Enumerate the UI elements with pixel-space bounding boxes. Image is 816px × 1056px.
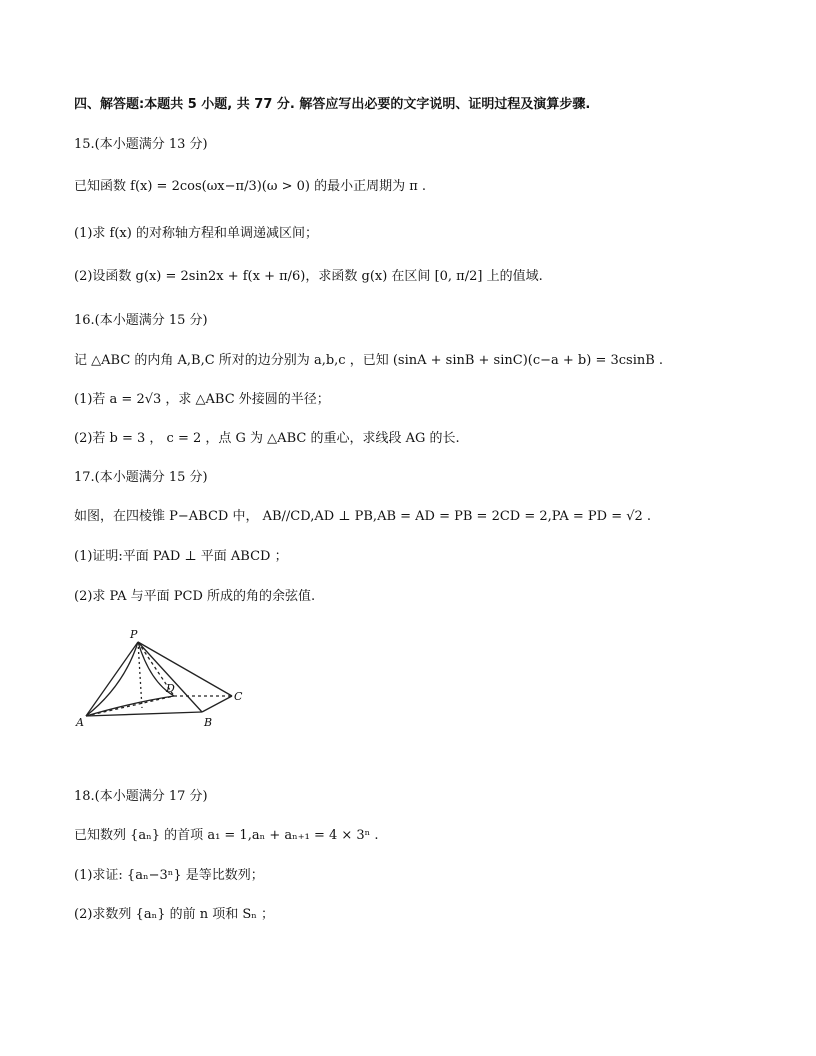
q18-stem: 已知数列 {aₙ} 的首项 a₁ = 1,aₙ + aₙ₊₁ = 4 × 3ⁿ . <box>74 828 379 843</box>
q16-part2: (2)若 b = 3 ， c = 2 ，点 G 为 △ABC 的重心，求线段 AG 的长. <box>74 431 460 446</box>
edge-pb <box>138 642 202 712</box>
q18-part1: (1)求证: {aₙ−3ⁿ} 是等比数列； <box>74 868 264 883</box>
label-c: C <box>234 690 243 703</box>
q18-title: 18.(本小题满分 17 分) <box>74 789 208 804</box>
q17-title: 17.(本小题满分 15 分) <box>74 470 208 485</box>
q16-stem: 记 △ABC 的内角 A,B,C 所对的边分别为 a,b,c ，已知 (sinA + sinB + sinC)(c−a + b) = 3csinB . <box>74 353 664 368</box>
label-d: D <box>166 682 175 695</box>
section-header: 四、解答题:本题共 5 小题, 共 77 分. 解答应写出必要的文字说明、证明过程及演算步骤. <box>74 97 591 112</box>
q17-part2: (2)求 PA 与平面 PCD 所成的角的余弦值. <box>74 589 316 604</box>
q17-part1: (1)证明:平面 PAD ⊥ 平面 ABCD ； <box>74 549 288 564</box>
q15-title: 15.(本小题满分 13 分) <box>74 137 208 152</box>
q15-stem: 已知函数 f(x) = 2cos(ωx−π/3)(ω > 0) 的最小正周期为 π . <box>74 179 427 194</box>
q15-part2: (2)设函数 g(x) = 2sin2x + f(x + π/6)，求函数 g(x) 在区间 [0, π/2] 上的值域. <box>74 269 543 284</box>
q16-part1: (1)若 a = 2√3 ，求 △ABC 外接圆的半径； <box>74 392 330 407</box>
pyramid-diagram <box>72 626 252 734</box>
pyramid-figure <box>72 626 252 734</box>
label-p: P <box>130 628 138 641</box>
q15-part1: (1)求 f(x) 的对称轴方程和单调递减区间； <box>74 226 318 241</box>
label-a: A <box>76 716 84 729</box>
q17-stem: 如图，在四棱锥 P−ABCD 中， AB//CD,AD ⊥ PB,AB = AD = PB = 2CD = 2,PA = PD = √2 . <box>74 509 652 524</box>
edge-ab <box>86 712 202 716</box>
edge-bc <box>202 696 232 712</box>
edge-pc <box>138 642 232 696</box>
q18-part2: (2)求数列 {aₙ} 的前 n 项和 Sₙ ； <box>74 907 275 922</box>
q16-title: 16.(本小题满分 15 分) <box>74 313 208 328</box>
label-b: B <box>204 716 213 729</box>
